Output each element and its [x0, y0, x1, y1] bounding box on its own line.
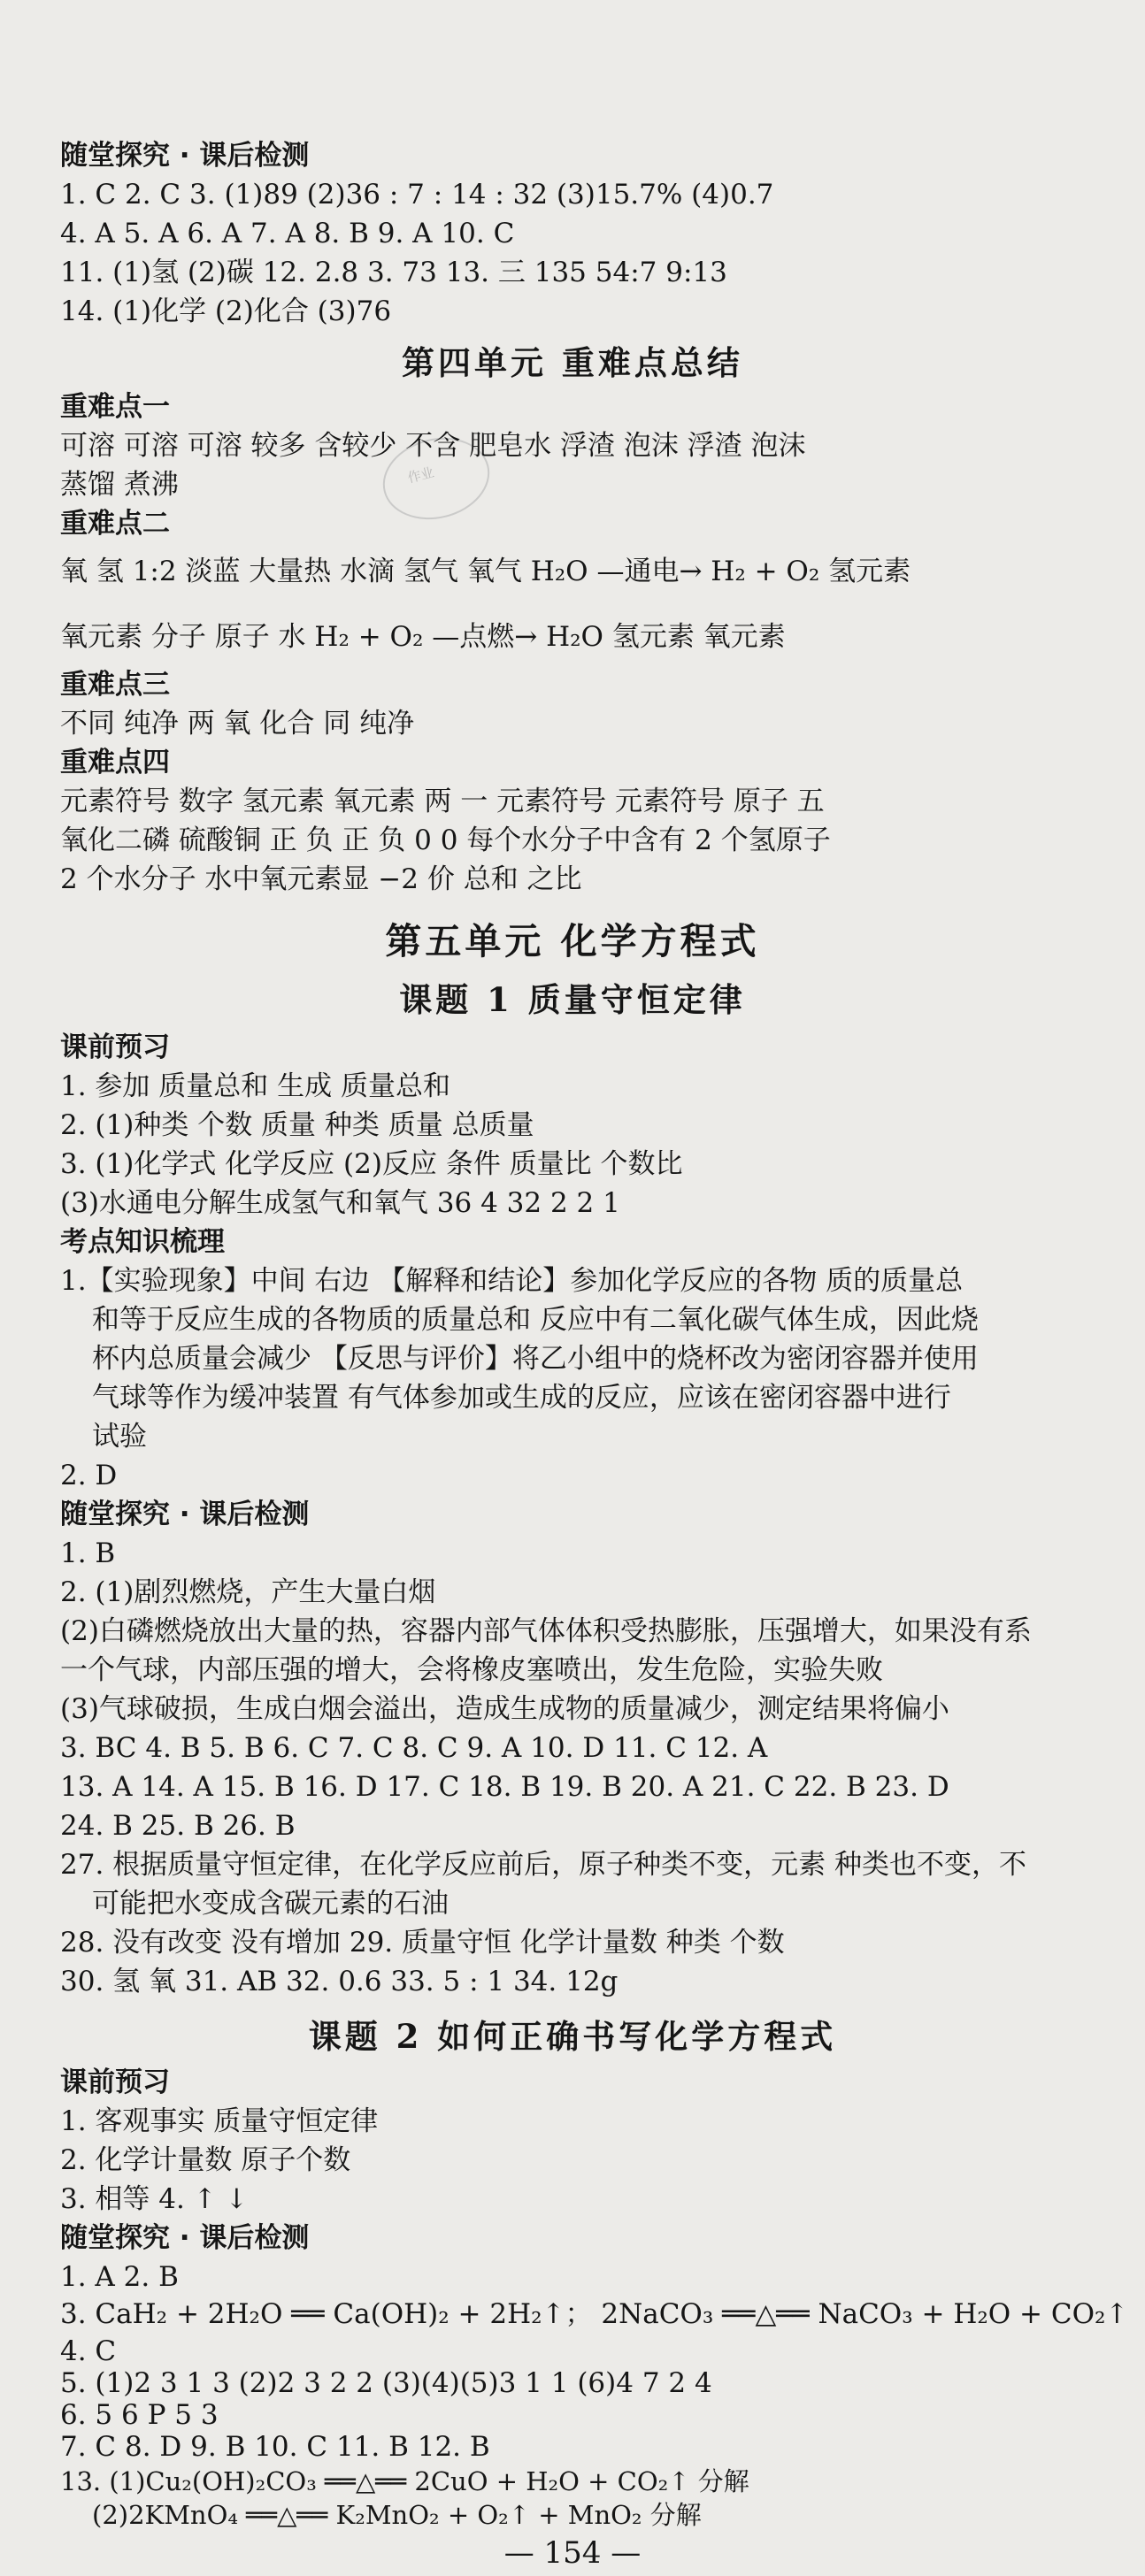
answer-line: 可溶 可溶 可溶 较多 含较少 不含 肥皂水 浮渣 泡沫 浮渣 泡沫 [60, 430, 806, 462]
section-heading: 随堂探究 · 课后检测 [60, 2222, 310, 2254]
answer-line: 元素符号 数字 氢元素 氧元素 两 一 元素符号 元素符号 原子 五 [60, 786, 825, 817]
answer-line: 2. (1)剧烈燃烧，产生大量白烟 [60, 1576, 436, 1608]
section-heading: 考点知识梳理 [60, 1226, 225, 1258]
answer-line: 1. C 2. C 3. (1)89 (2)36 : 7 : 14 : 32 (3)15.7% (4)0.7 [60, 179, 774, 211]
lesson-title: 课题 2 如何正确书写化学方程式 [308, 2017, 837, 2056]
answer-line: 4. A 5. A 6. A 7. A 8. B 9. A 10. C [60, 218, 515, 249]
page-number: — 154 — [503, 2535, 642, 2571]
answer-line: 4. C [60, 2335, 117, 2367]
section-heading: 随堂探究 · 课后检测 [60, 1499, 310, 1530]
answer-line: (3)水通电分解生成氢气和氧气 36 4 32 2 2 1 [60, 1187, 620, 1219]
answer-line: 3. CaH₂ + 2H₂O ══ Ca(OH)₂ + 2H₂↑； 2NaCO₃ ══△══ NaCO₃ + H₂O + CO₂↑ [60, 2298, 1129, 2330]
section-heading: 重难点三 [60, 669, 170, 701]
answer-line: 杯内总质量会减少 【反思与评价】将乙小组中的烧杯改为密闭容器并使用 [92, 1343, 979, 1375]
answer-line: 27. 根据质量守恒定律，在化学反应前后，原子种类不变，元素 种类也不变，不 [60, 1849, 1027, 1881]
answer-line: 2. (1)种类 个数 质量 种类 质量 总质量 [60, 1109, 534, 1141]
section-heading: 重难点二 [60, 508, 170, 540]
section-heading: 课前预习 [60, 1031, 170, 1063]
answer-line: 氧 氢 1:2 淡蓝 大量热 水滴 氢气 氧气 H₂O —通电→ H₂ + O₂ 氢元素 [60, 556, 911, 587]
answer-line: 氧元素 分子 原子 水 H₂ + O₂ —点燃→ H₂O 氢元素 氧元素 [60, 621, 786, 653]
answer-line: 6. 5 6 P 5 3 [60, 2399, 219, 2431]
answer-line: (2)白磷燃烧放出大量的热，容器内部气体体积受热膨胀，压强增大，如果没有系 [60, 1615, 1032, 1647]
section-heading: 重难点一 [60, 391, 170, 423]
answer-line: 试验 [92, 1421, 147, 1453]
answer-line: 可能把水变成含碳元素的石油 [92, 1888, 449, 1920]
answer-line: 14. (1)化学 (2)化合 (3)76 [60, 295, 392, 327]
unit-title: 第五单元 化学方程式 [385, 920, 760, 962]
answer-line: 1. B [60, 1537, 116, 1569]
answer-line: 氧化二磷 硫酸铜 正 负 正 负 0 0 每个水分子中含有 2 个氢原子 [60, 824, 831, 856]
answer-line: 3. BC 4. B 5. B 6. C 7. C 8. C 9. A 10. D 11. C 12. A [60, 1732, 768, 1764]
answer-line: 30. 氢 氧 31. AB 32. 0.6 33. 5 : 1 34. 12g [60, 1966, 619, 1997]
unit-title: 第四单元 重难点总结 [402, 343, 743, 382]
answer-line: 7. C 8. D 9. B 10. C 11. B 12. B [60, 2431, 490, 2463]
answer-line: 一个气球，内部压强的增大，会将橡皮塞喷出，发生危险，实验失败 [60, 1654, 883, 1686]
answer-line: 1. 客观事实 质量守恒定律 [60, 2105, 379, 2137]
answer-line: 28. 没有改变 没有增加 29. 质量守恒 化学计量数 种类 个数 [60, 1927, 785, 1959]
answer-line: 2. 化学计量数 原子个数 [60, 2144, 351, 2176]
answer-line: (3)气球破损，生成白烟会溢出，造成生成物的质量减少，测定结果将偏小 [60, 1693, 949, 1725]
answer-line: 13. (1)Cu₂(OH)₂CO₃ ══△══ 2CuO + H₂O + CO₂↑ 分解 [60, 2466, 749, 2496]
answer-line: 2 个水分子 水中氧元素显 −2 价 总和 之比 [60, 863, 582, 895]
answer-line: 3. (1)化学式 化学反应 (2)反应 条件 质量比 个数比 [60, 1148, 683, 1180]
answer-line: 1. A 2. B [60, 2261, 179, 2293]
answer-line: 和等于反应生成的各物质的质量总和 反应中有二氧化碳气体生成，因此烧 [92, 1304, 979, 1336]
section-heading: 重难点四 [60, 747, 170, 778]
answer-line: 5. (1)2 3 1 3 (2)2 3 2 2 (3)(4)(5)3 1 1 (6)4 7 2 4 [60, 2367, 712, 2399]
answer-line: 1. 参加 质量总和 生成 质量总和 [60, 1070, 450, 1102]
answer-line: 13. A 14. A 15. B 16. D 17. C 18. B 19. B 20. A 21. C 22. B 23. D [60, 1771, 949, 1803]
answer-line: 蒸馏 煮沸 [60, 469, 179, 501]
answer-line: 24. B 25. B 26. B [60, 1810, 296, 1842]
watermark-stamp: 作业 [374, 427, 498, 531]
answer-line: 2. D [60, 1460, 118, 1491]
answer-line: 11. (1)氢 (2)碳 12. 2.8 3. 73 13. 三 135 54:7 9:13 [60, 257, 727, 288]
answer-line: 不同 纯净 两 氧 化合 同 纯净 [60, 708, 415, 740]
answer-line: (2)2KMnO₄ ══△══ K₂MnO₂ + O₂↑ + MnO₂ 分解 [92, 2500, 702, 2530]
lesson-title: 课题 1 质量守恒定律 [399, 980, 746, 1019]
section-heading: 课前预习 [60, 2066, 170, 2098]
section-heading: 随堂探究 · 课后检测 [60, 140, 310, 172]
answer-line: 气球等作为缓冲装置 有气体参加或生成的反应，应该在密闭容器中进行 [92, 1382, 951, 1414]
answer-line: 1.【实验现象】中间 右边 【解释和结论】参加化学反应的各物 质的质量总 [60, 1265, 964, 1297]
answer-line: 3. 相等 4. ↑ ↓ [60, 2183, 249, 2215]
